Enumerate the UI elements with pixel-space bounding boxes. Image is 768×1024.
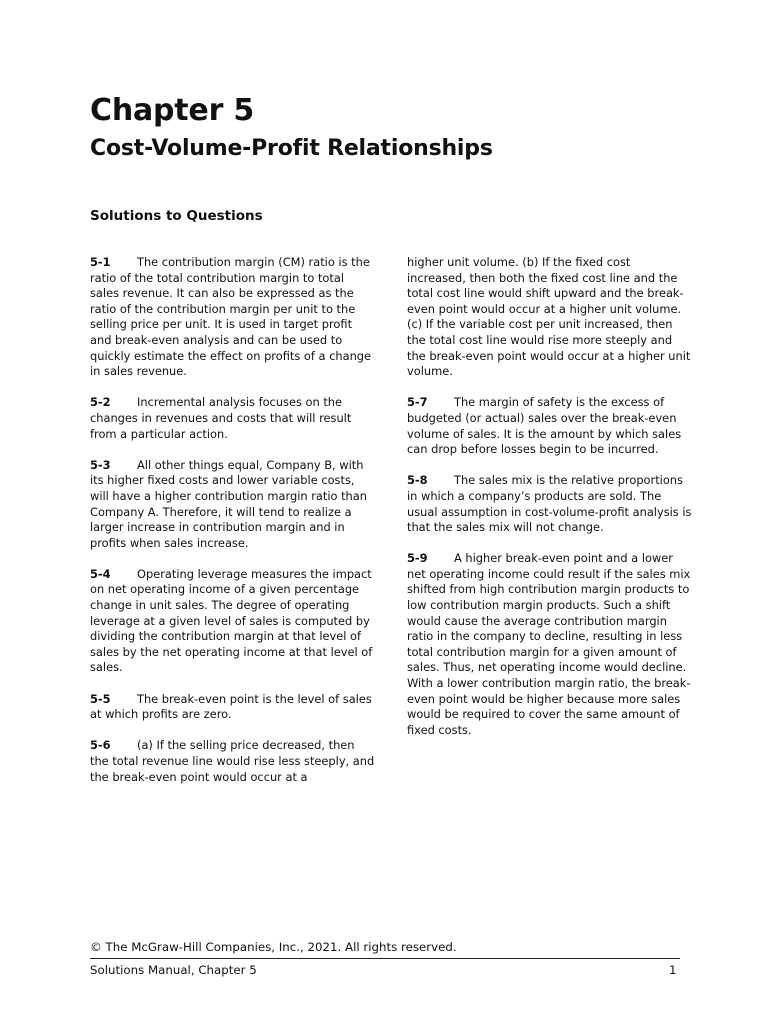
question-5-6-continued: higher unit volume. (b) If the fixed cost increased, then both the fixed cost line and the total cost line would shift upward and the break-even point would occur at a higher unit volume. (c) If the variable cost per unit increased, then the total cost line would rise more steeply and the break-even point would occur at a higher unit volume. [407,255,691,379]
question-text: The contribution margin (CM) ratio is the ratio of the total contribution margin to total sales revenue. It can also be expressed as the ratio of the contribution margin per unit to the selling price per unit. It is used in target profit and break-even analysis and can be used to quickly estimate the effect on profits of a change in sales revenue. [90,255,372,379]
question-number: 5-2 [90,395,111,410]
footer-divider [90,958,680,959]
question-number: 5-5 [90,691,111,706]
chapter-heading: Chapter 5 [90,93,255,128]
question-text: A higher break-even point and a lower net operating income could result if the sales mix shifted from high contribution margin products to low contribution margin products. Such a shift would cause the average contribution margin ratio in the company to decline, resulting in less total contribution margin for a given amount of sales. Thus, net operating income would decline. With a lower contribution margin ratio, the break-even point would be higher because more sales would be required to cover the same amount of fixed costs. [407,551,691,737]
question-text: All other things equal, Company B, with its higher fixed costs and lower variable costs, will have a higher contribution margin ratio than Company A. Therefore, it will tend to realize a larger increase in contribution margin and in profits when sales increase. [90,457,367,550]
question-5-2 [90,395,375,442]
section-heading: Solutions to Questions [90,208,263,224]
question-5-7 [407,395,692,457]
right-column [407,255,692,754]
question-number: 5-7 [407,395,428,410]
question-5-8 [407,473,692,535]
question-number: 5-1 [90,255,111,269]
question-text: (a) If the selling price decreased, then the total revenue line would rise less steeply, and the break-even point would occur at a [90,738,375,784]
question-text: Incremental analysis focuses on the changes in revenues and costs that will result from a particular action. [90,395,352,441]
question-number: 5-9 [407,551,428,566]
question-number: 5-6 [90,738,111,753]
question-text: The break-even point is the level of sales at which profits are zero. [90,691,372,722]
question-5-1 [90,255,375,380]
chapter-title: Cost-Volume-Profit Relationships [90,136,493,161]
question-number: 5-8 [407,473,428,488]
question-5-9 [407,551,692,738]
page-number: 1 [669,963,677,977]
question-number: 5-3 [90,457,111,472]
question-5-4 [90,567,375,676]
question-text: The sales mix is the relative proportions in which a company’s products are sold. The usual assumption in cost-volume-profit analysis is that the sales mix will not change. [407,473,692,535]
question-text: Operating leverage measures the impact on net operating income of a given percentage change in unit sales. The degree of operating leverage at a given level of sales is computed by dividing the contribution margin at that level of sales by the net operating income at that level of sales. [90,566,373,675]
question-number: 5-4 [90,566,111,581]
question-text: The margin of safety is the excess of budgeted (or actual) sales over the break-even volume of sales. It is the amount by which sales can drop before losses begin to be incurred. [407,395,682,457]
copyright-notice: © The McGraw-Hill Companies, Inc., 2021. All rights reserved. [90,940,457,954]
left-column [90,255,375,801]
question-5-3 [90,458,375,552]
question-5-5 [90,692,375,723]
question-5-6 [90,738,375,785]
footer-manual-label: Solutions Manual, Chapter 5 [90,963,257,977]
